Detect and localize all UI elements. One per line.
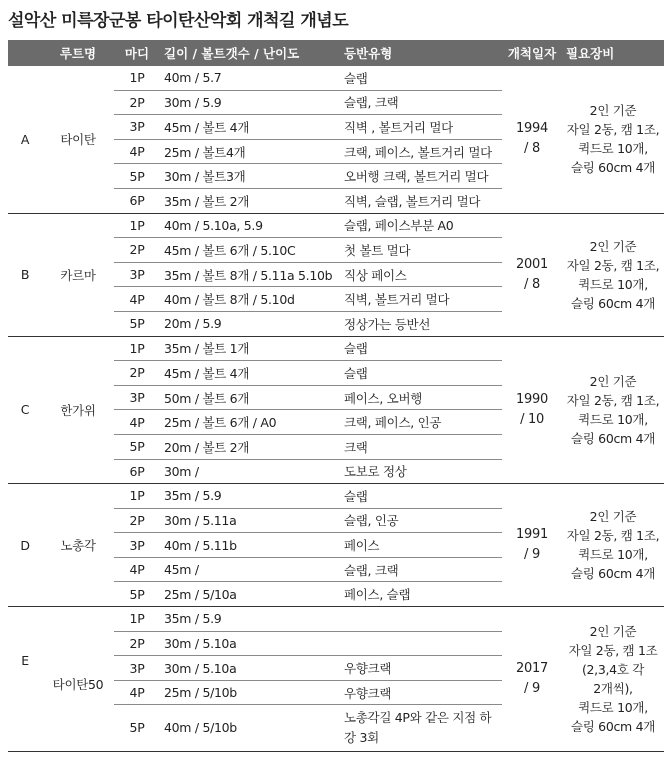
pitch-number: 3P xyxy=(114,115,160,140)
equipment-line: 퀵드로 10개, xyxy=(578,700,648,716)
pitch-number: 2P xyxy=(114,238,160,263)
date-month: / 9 xyxy=(524,681,540,697)
equipment-line: 자일 2동, 캠 1조, xyxy=(566,528,660,544)
pitch-length: 45m / 볼트 4개 xyxy=(160,361,340,386)
header-climb-type: 등반유형 xyxy=(340,40,502,66)
equipment-line: (2,3,4호 각 xyxy=(581,662,645,678)
pitch-length: 40m / 5.7 xyxy=(160,66,340,90)
pitch-length: 35m / 볼트 8개 / 5.11a 5.10b xyxy=(160,262,340,287)
pitch-length: 50m / 볼트 6개 xyxy=(160,385,340,410)
pitch-number: 3P xyxy=(114,533,160,558)
pitch-climb-type: 직벽 , 볼트거리 멀다 xyxy=(340,115,502,140)
pitch-length: 20m / 볼트 2개 xyxy=(160,434,340,459)
route-name: 노총각 xyxy=(42,484,114,607)
pitch-number: 5P xyxy=(114,705,160,752)
pitch-number: 2P xyxy=(114,631,160,656)
date-month: / 8 xyxy=(524,141,540,157)
pitch-number: 1P xyxy=(114,336,160,361)
equipment-line: 슬링 60cm 4개 xyxy=(570,719,656,735)
pitch-climb-type: 슬랩 xyxy=(340,361,502,386)
header-length: 길이 / 볼트갯수 / 난이도 xyxy=(160,40,340,66)
pitch-length: 40m / 5.11b xyxy=(160,533,340,558)
pitch-length: 35m / 5.9 xyxy=(160,607,340,632)
pitch-number: 6P xyxy=(114,459,160,484)
pitch-length: 25m / 볼트4개 xyxy=(160,139,340,164)
table-row xyxy=(8,484,664,509)
required-equipment xyxy=(562,607,664,752)
pitch-climb-type: 슬랩, 크랙 xyxy=(340,90,502,115)
pitch-number: 1P xyxy=(114,484,160,509)
pitch-length: 35m / 볼트 1개 xyxy=(160,336,340,361)
equipment-line: 퀵드로 10개, xyxy=(578,411,648,427)
pitch-length: 45m / 볼트 6개 / 5.10C xyxy=(160,238,340,263)
first-ascent-date xyxy=(502,607,562,752)
route-name: 타이탄 xyxy=(42,66,114,213)
pitch-length: 30m / 5.9 xyxy=(160,90,340,115)
pitch-number: 6P xyxy=(114,188,160,213)
pitch-number: 4P xyxy=(114,139,160,164)
equipment-line: 자일 2동, 캠 1조, xyxy=(566,392,660,408)
route-name: 한가위 xyxy=(42,336,114,484)
route-table xyxy=(8,40,664,752)
pitch-number: 1P xyxy=(114,213,160,238)
pitch-climb-type: 정상가는 등반선 xyxy=(340,311,502,336)
equipment-line: 슬링 60cm 4개 xyxy=(570,295,656,311)
pitch-length: 25m / 5/10a xyxy=(160,582,340,607)
pitch-climb-type: 크랙, 페이스, 볼트거리 멀다 xyxy=(340,139,502,164)
equipment-line: 자일 2동, 캠 1조, xyxy=(566,257,660,273)
pitch-length: 40m / 5/10b xyxy=(160,705,340,752)
equipment-line: 2인 기준 xyxy=(589,624,637,640)
table-row xyxy=(8,66,664,90)
table-row xyxy=(8,607,664,632)
route-id: E xyxy=(8,607,42,752)
pitch-climb-type: 우향크랙 xyxy=(340,656,502,681)
pitch-length: 35m / 5.9 xyxy=(160,484,340,509)
pitch-climb-type: 슬랩, 페이스부분 A0 xyxy=(340,213,502,238)
equipment-line: 2인 기준 xyxy=(589,509,637,525)
date-year: 1994 xyxy=(516,121,548,137)
date-month: / 8 xyxy=(524,276,540,292)
equipment-line: 자일 2동, 캠 1조, xyxy=(566,122,660,138)
pitch-climb-type: 직벽, 슬랩, 볼트거리 멀다 xyxy=(340,188,502,213)
date-month: / 10 xyxy=(520,411,544,427)
equipment-line: 슬링 60cm 4개 xyxy=(570,566,656,582)
table-header-row xyxy=(8,40,664,66)
header-equipment: 필요장비 xyxy=(562,40,664,66)
pitch-length: 25m / 5/10b xyxy=(160,680,340,705)
date-month: / 9 xyxy=(524,547,540,563)
pitch-number: 4P xyxy=(114,680,160,705)
pitch-number: 3P xyxy=(114,262,160,287)
table-row xyxy=(8,336,664,361)
pitch-length: 30m / 볼트3개 xyxy=(160,164,340,189)
route-id: C xyxy=(8,336,42,484)
pitch-climb-type: 직상 페이스 xyxy=(340,262,502,287)
pitch-number: 2P xyxy=(114,361,160,386)
pitch-number: 4P xyxy=(114,557,160,582)
pitch-climb-type: 노총각길 4P와 같은 지점 하강 3회 xyxy=(340,705,502,752)
date-year: 2001 xyxy=(516,256,548,272)
pitch-number: 4P xyxy=(114,287,160,312)
pitch-climb-type: 오버행 크랙, 볼트거리 멀다 xyxy=(340,164,502,189)
table-row xyxy=(8,213,664,238)
pitch-number: 3P xyxy=(114,656,160,681)
pitch-number: 1P xyxy=(114,607,160,632)
pitch-length: 45m / 볼트 4개 xyxy=(160,115,340,140)
required-equipment xyxy=(562,213,664,336)
required-equipment xyxy=(562,336,664,484)
pitch-climb-type: 페이스 xyxy=(340,533,502,558)
pitch-climb-type: 슬랩, 크랙 xyxy=(340,557,502,582)
route-name: 카르마 xyxy=(42,213,114,336)
pitch-number: 5P xyxy=(114,434,160,459)
first-ascent-date xyxy=(502,213,562,336)
pitch-climb-type: 크랙, 페이스, 인공 xyxy=(340,410,502,435)
header-pitch: 마디 xyxy=(114,40,160,66)
pitch-number: 1P xyxy=(114,66,160,90)
pitch-length: 45m / xyxy=(160,557,340,582)
pitch-number: 4P xyxy=(114,410,160,435)
equipment-line: 2인 기준 xyxy=(589,238,637,254)
equipment-line: 퀵드로 10개, xyxy=(578,276,648,292)
table-body xyxy=(8,66,664,752)
equipment-line: 슬링 60cm 4개 xyxy=(570,430,656,446)
pitch-climb-type: 슬랩 xyxy=(340,336,502,361)
pitch-climb-type: 슬랩 xyxy=(340,66,502,90)
date-year: 2017 xyxy=(516,661,548,677)
pitch-length: 30m / xyxy=(160,459,340,484)
first-ascent-date xyxy=(502,484,562,607)
equipment-line: 2인 기준 xyxy=(589,373,637,389)
pitch-climb-type: 페이스, 오버행 xyxy=(340,385,502,410)
pitch-climb-type: 크랙 xyxy=(340,434,502,459)
pitch-length: 35m / 볼트 2개 xyxy=(160,188,340,213)
equipment-line: 퀵드로 10개, xyxy=(578,547,648,563)
equipment-line: 자일 2동, 캠 1조 xyxy=(568,643,658,659)
pitch-length: 30m / 5.10a xyxy=(160,631,340,656)
pitch-climb-type: 우향크랙 xyxy=(340,680,502,705)
pitch-length: 40m / 볼트 8개 / 5.10d xyxy=(160,287,340,312)
required-equipment xyxy=(562,484,664,607)
equipment-line: 슬링 60cm 4개 xyxy=(570,160,656,176)
header-id xyxy=(8,40,42,66)
required-equipment xyxy=(562,66,664,213)
equipment-line: 퀵드로 10개, xyxy=(578,141,648,157)
pitch-number: 5P xyxy=(114,311,160,336)
pitch-number: 2P xyxy=(114,90,160,115)
pitch-climb-type: 직벽, 볼트거리 멀다 xyxy=(340,287,502,312)
pitch-length: 30m / 5.10a xyxy=(160,656,340,681)
header-route-name: 루트명 xyxy=(42,40,114,66)
route-id: B xyxy=(8,213,42,336)
pitch-number: 2P xyxy=(114,508,160,533)
route-name: 타이탄50 xyxy=(42,607,114,752)
first-ascent-date xyxy=(502,66,562,213)
pitch-length: 25m / 볼트 6개 / A0 xyxy=(160,410,340,435)
pitch-length: 20m / 5.9 xyxy=(160,311,340,336)
page-title: 설악산 미륵장군봉 타이탄산악회 개척길 개념도 xyxy=(8,11,349,31)
pitch-climb-type xyxy=(340,607,502,632)
pitch-length: 40m / 5.10a, 5.9 xyxy=(160,213,340,238)
pitch-length: 30m / 5.11a xyxy=(160,508,340,533)
equipment-line: 2개씩), xyxy=(593,681,633,697)
pitch-number: 3P xyxy=(114,385,160,410)
route-id: A xyxy=(8,66,42,213)
first-ascent-date xyxy=(502,336,562,484)
pitch-number: 5P xyxy=(114,582,160,607)
pitch-climb-type xyxy=(340,631,502,656)
pitch-climb-type: 페이스, 슬랩 xyxy=(340,582,502,607)
pitch-climb-type: 슬랩, 인공 xyxy=(340,508,502,533)
date-year: 1990 xyxy=(516,391,548,407)
header-date: 개척일자 xyxy=(502,40,562,66)
date-year: 1991 xyxy=(516,527,548,543)
pitch-number: 5P xyxy=(114,164,160,189)
pitch-climb-type: 도보로 정상 xyxy=(340,459,502,484)
route-id: D xyxy=(8,484,42,607)
pitch-climb-type: 슬랩 xyxy=(340,484,502,509)
pitch-climb-type: 첫 볼트 멀다 xyxy=(340,238,502,263)
equipment-line: 2인 기준 xyxy=(589,103,637,119)
